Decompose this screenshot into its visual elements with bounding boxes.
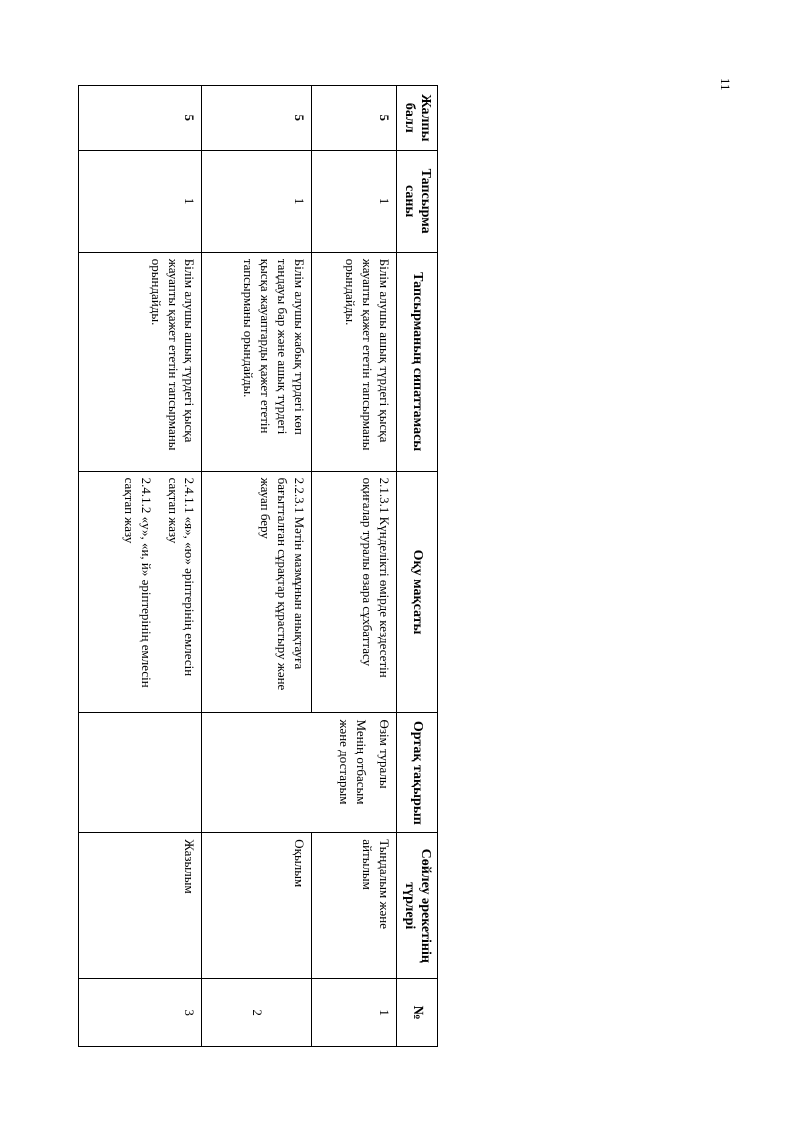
cell-speech-activity-type: Тыңдалым және айтылым	[311, 833, 396, 979]
header-task-count: Тапсырма саны	[396, 150, 437, 252]
cell-total-score: 5	[311, 86, 396, 151]
topic-item: Менің отбасым және достарым	[337, 719, 369, 805]
cell-task-description: Білім алушы ашық түрдегі қысқа жауапты қажет ететін тапсырманы орындайды.	[311, 252, 396, 471]
learning-goal-item: 2.4.1.1 «я», «ю» әріптерінің емлесін сақтап жазу	[165, 477, 198, 677]
header-total-score: Жалпы балл	[396, 86, 437, 151]
table-row	[79, 86, 203, 1047]
cell-task-count: 1	[202, 150, 311, 252]
header-common-topic: Ортақ тақырып	[396, 713, 437, 833]
cell-learning-goal	[311, 471, 396, 713]
header-speech-activity-type: Сөйлеу әрекетінің түрлері	[396, 833, 437, 979]
table-header-row	[396, 86, 437, 1047]
table-row	[311, 86, 396, 1047]
assessment-table	[78, 85, 438, 1047]
cell-speech-activity-type: Жазылым	[79, 833, 203, 979]
cell-common-topic	[79, 713, 203, 833]
learning-goal-item: 2.4.1.2 «у», «и, й» әріптерінің емлесін сақтап жазу	[121, 477, 154, 688]
cell-total-score: 5	[202, 86, 311, 151]
cell-task-description: Білім алушы жабық түрдегі көп таңдауы бар және ашық түрдегі қысқа жауаптарды қажет ететін тапсырманы орындайды.	[202, 252, 311, 471]
page-number: 11	[718, 78, 733, 91]
cell-learning-goal	[79, 471, 203, 713]
topic-item: Өзім туралы	[376, 719, 392, 789]
cell-task-count: 1	[79, 150, 203, 252]
cell-total-score: 5	[79, 86, 203, 151]
cell-learning-goal	[202, 471, 311, 713]
cell-task-count: 1	[311, 150, 396, 252]
table-row	[202, 86, 311, 1047]
header-learning-goal: Оқу мақсаты	[396, 471, 437, 713]
cell-task-description: Білім алушы ашық түрдегі қысқа жауапты қажет ететін тапсырманы орындайды.	[79, 252, 203, 471]
header-task-description: Тапсырманың сипаттамасы	[396, 252, 437, 471]
assessment-table-container	[78, 85, 438, 1047]
cell-number: 1	[311, 979, 396, 1047]
learning-goal-item: 2.1.3.1 Күнделікті өмірде кездесетін оқиғалар туралы өзара сұхбаттасу	[359, 477, 392, 678]
cell-speech-activity-type: Оқылым	[202, 833, 311, 979]
cell-number: 3	[79, 979, 203, 1047]
cell-common-topic	[202, 713, 396, 833]
learning-goal-item: 2.2.3.1 Мәтін мазмұнын анықтауға бағытталған сұрақтар құрастыру және жауап беру	[257, 477, 307, 691]
cell-number: 2	[202, 979, 311, 1047]
header-number: №	[396, 979, 437, 1047]
